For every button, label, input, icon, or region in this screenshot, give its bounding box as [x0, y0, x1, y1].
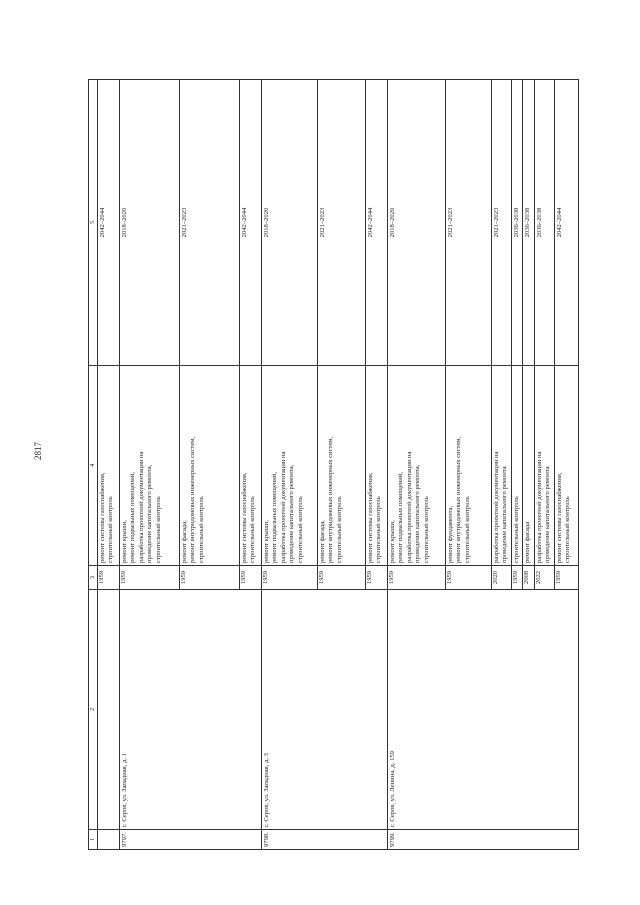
work-line: проведение капитального ремонта	[544, 466, 552, 563]
work-line: ремонт крыши,	[389, 520, 396, 563]
table-row	[98, 80, 120, 850]
period-cell: 2021–2023	[446, 80, 492, 366]
work-line: строительный контроль	[564, 496, 572, 563]
work-line: ремонт фасада,	[319, 520, 326, 563]
work-line: разработка проектной документации на	[405, 451, 413, 563]
work-line: строительный контроль	[335, 496, 343, 563]
year-cell: 1959	[446, 566, 492, 590]
row-number-cell: 9797.	[120, 830, 262, 850]
work-cell	[388, 366, 446, 566]
work-line: ремонт системы газоснабжения,	[555, 472, 563, 563]
work-line: разработка проектной документации на	[493, 451, 500, 563]
address-cell	[98, 590, 120, 830]
period-cell: 2042–2044	[554, 80, 578, 366]
year-cell: 1959	[388, 566, 446, 590]
row-number-cell: 9799.	[388, 830, 579, 850]
work-line: ремонт внутридомовых инженерных систем,	[455, 436, 463, 563]
year-cell: 1959	[120, 566, 180, 590]
work-cell	[523, 366, 534, 566]
work-line: строительный контроль	[107, 496, 115, 563]
work-line: ремонт подвальных помещений,	[397, 472, 405, 563]
work-cell	[318, 366, 366, 566]
work-line: ремонт крыши,	[263, 520, 270, 563]
work-cell	[446, 366, 492, 566]
work-cell	[492, 366, 512, 566]
period-cell: 2021–2023	[318, 80, 366, 366]
work-cell	[98, 366, 120, 566]
work-line: строительный контроль	[513, 496, 520, 563]
period-cell: 2021–2023	[492, 80, 512, 366]
work-cell	[240, 366, 262, 566]
work-line: строительный контроль	[197, 496, 205, 563]
work-line: ремонт крыши,	[121, 520, 128, 563]
address-cell: г. Серов, ул. Западная, д. 1	[120, 590, 262, 830]
work-line: строительный контроль	[422, 496, 430, 563]
address-cell: г. Серов, ул. Ленина, д. 159	[388, 590, 579, 830]
header-cell: 1	[89, 830, 98, 850]
work-line: проведение капитального ремонта,	[146, 464, 154, 563]
work-line: строительный контроль	[249, 496, 257, 563]
period-cell: 2042–2044	[366, 80, 388, 366]
work-line: разработка проектной документации на	[279, 451, 287, 563]
year-cell: 2022	[534, 566, 554, 590]
header-cell: 3	[89, 566, 98, 590]
work-line: проведение капитального ремонта,	[414, 464, 422, 563]
work-cell	[180, 366, 240, 566]
rotated-table-container	[88, 80, 572, 850]
year-cell: 1959	[262, 566, 318, 590]
period-cell: 2018–2020	[262, 80, 318, 366]
work-cell	[534, 366, 554, 566]
work-line: ремонт подвальных помещений,	[271, 472, 279, 563]
period-cell: 2036–2038	[523, 80, 534, 366]
header-cell: 2	[89, 590, 98, 830]
table-row	[120, 80, 180, 850]
work-line: строительный контроль	[296, 496, 304, 563]
work-cell	[262, 366, 318, 566]
table-row	[262, 80, 318, 850]
work-line: ремонт системы газоснабжения,	[99, 472, 106, 563]
year-cell: 1959	[366, 566, 388, 590]
address-cell: г. Серов, ул. Западная, д. 3	[262, 590, 388, 830]
year-cell: 2020	[492, 566, 512, 590]
work-line: ремонт внутридомовых инженерных систем,	[327, 436, 335, 563]
work-line: ремонт фундамента,	[447, 505, 454, 563]
work-line: ремонт фасада,	[181, 520, 188, 563]
work-line: проведение капитального ремонта,	[288, 464, 296, 563]
row-number-cell	[98, 830, 120, 850]
row-number-cell: 9798.	[262, 830, 388, 850]
work-line: строительный контроль	[463, 496, 471, 563]
work-line: ремонт фасада	[524, 521, 532, 563]
page-number: 2817	[33, 442, 43, 460]
year-cell: 1959	[98, 566, 120, 590]
work-line: ремонт внутридомовых инженерных систем,	[189, 436, 197, 563]
work-line: строительный контроль	[375, 496, 383, 563]
period-cell: 2021–2023	[180, 80, 240, 366]
period-cell: 2042–2044	[240, 80, 262, 366]
year-cell: 1959	[512, 566, 523, 590]
year-cell: 1959	[554, 566, 578, 590]
period-cell: 2018–2020	[120, 80, 180, 366]
work-cell	[120, 366, 180, 566]
period-cell: 2036–2038	[512, 80, 523, 366]
table-row	[388, 80, 446, 850]
work-line: ремонт подвальных помещений,	[129, 472, 137, 563]
year-cell: 1959	[240, 566, 262, 590]
period-cell: 2018–2020	[388, 80, 446, 366]
work-line: разработка проектной документации на	[137, 451, 145, 563]
year-cell: 2008	[523, 566, 534, 590]
work-line: ремонт системы газоснабжения,	[241, 472, 248, 563]
header-cell: 5	[89, 80, 98, 366]
period-cell: 2036–2038	[534, 80, 554, 366]
work-cell	[512, 366, 523, 566]
capital-repair-table	[88, 79, 579, 850]
period-cell: 2042–2044	[98, 80, 120, 366]
year-cell: 1959	[318, 566, 366, 590]
year-cell: 1959	[180, 566, 240, 590]
table-frame	[88, 80, 572, 850]
work-cell	[554, 366, 578, 566]
work-cell	[366, 366, 388, 566]
header-cell: 4	[89, 366, 98, 566]
work-line: проведение капитального ремонта	[501, 466, 509, 563]
work-line: ремонт системы газоснабжения,	[367, 472, 374, 563]
work-line: разработка проектной документации на	[535, 451, 543, 563]
header-row	[89, 80, 98, 850]
work-line: строительный контроль	[154, 496, 162, 563]
